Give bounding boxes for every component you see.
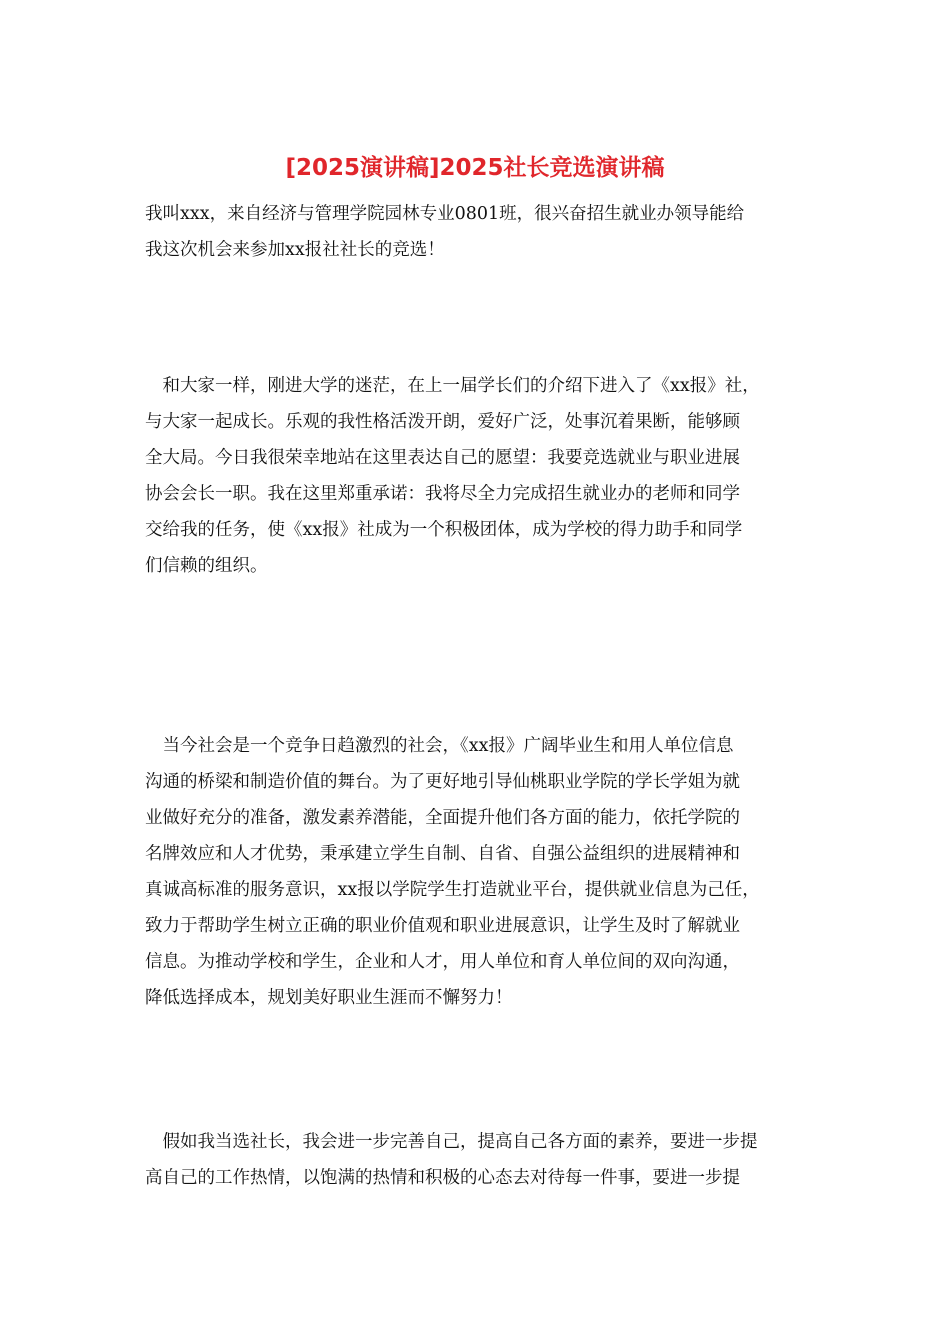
paragraph-society	[145, 728, 810, 1016]
paragraph-promise	[145, 1124, 810, 1196]
text-line: 当今社会是一个竞争日趋激烈的社会，《xx报》广阔毕业生和用人单位信息	[145, 736, 734, 756]
text-line: 沟通的桥梁和制造价值的舞台。为了更好地引导仙桃职业学院的学长学姐为就	[145, 772, 740, 792]
document-title: [2025演讲稿]2025社长竞选演讲稿	[285, 155, 665, 181]
paragraph-background	[145, 368, 810, 584]
text-line: 信息。为推动学校和学生，企业和人才，用人单位和育人单位间的双向沟通，	[145, 952, 740, 972]
text-line: 我叫xxx，来自经济与管理学院园林专业0801班，很兴奋招生就业办领导能给	[145, 204, 745, 224]
text-line: 业做好充分的准备，激发素养潜能，全面提升他们各方面的能力，依托学院的	[145, 808, 740, 828]
text-line: 高自己的工作热情，以饱满的热情和积极的心态去对待每一件事，要进一步提	[145, 1168, 740, 1188]
text-line: 和大家一样，刚进大学的迷茫，在上一届学长们的介绍下进入了《xx报》社，	[145, 376, 760, 396]
text-line: 降低选择成本，规划美好职业生涯而不懈努力！	[145, 988, 513, 1008]
text-line: 我这次机会来参加xx报社社长的竞选！	[145, 240, 445, 260]
text-line: 假如我当选社长，我会进一步完善自己，提高自己各方面的素养，要进一步提	[145, 1132, 758, 1152]
text-line: 协会会长一职。我在这里郑重承诺：我将尽全力完成招生就业办的老师和同学	[145, 484, 740, 504]
text-line: 全大局。今日我很荣幸地站在这里表达自己的愿望：我要竞选就业与职业进展	[145, 448, 740, 468]
text-line: 名牌效应和人才优势，秉承建立学生自制、自省、自强公益组织的进展精神和	[145, 844, 740, 864]
paragraph-intro	[145, 196, 810, 268]
text-line: 与大家一起成长。乐观的我性格活泼开朗，爱好广泛，处事沉着果断，能够顾	[145, 412, 740, 432]
text-line: 交给我的任务，使《xx报》社成为一个积极团体，成为学校的得力助手和同学	[145, 520, 743, 540]
text-line: 致力于帮助学生树立正确的职业价值观和职业进展意识，让学生及时了解就业	[145, 916, 740, 936]
text-line: 们信赖的组织。	[145, 556, 268, 576]
text-line: 真诚高标准的服务意识，xx报以学院学生打造就业平台，提供就业信息为己任，	[145, 880, 760, 900]
